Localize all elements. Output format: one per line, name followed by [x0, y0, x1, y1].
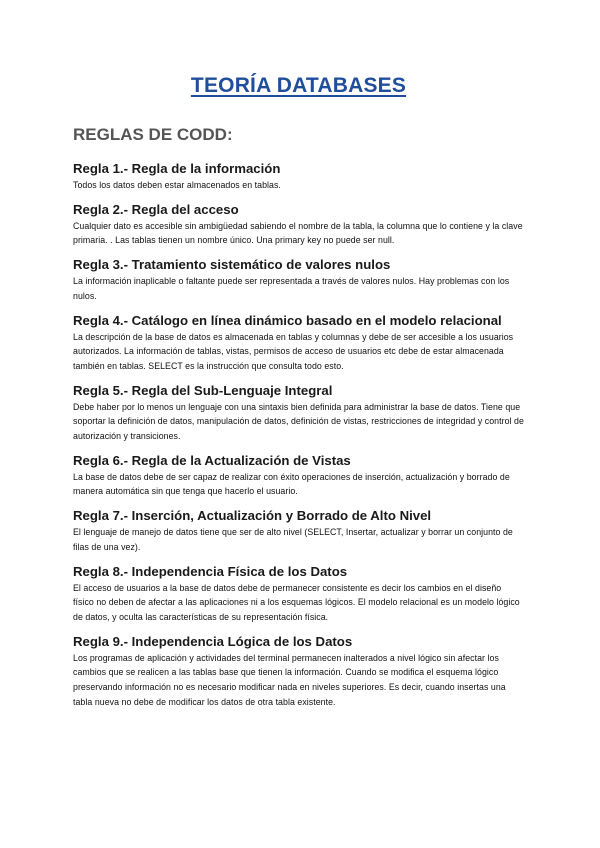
rule-title: Regla 3.- Tratamiento sistemático de valores nulos — [73, 257, 391, 273]
rule-1 — [73, 161, 524, 193]
rule-body: La base de datos debe de ser capaz de realizar con éxito operaciones de inserción, actualización y borrado de manera automática sin que tenga que hacerlo el usuario. — [73, 471, 510, 497]
rule-title: Regla 5.- Regla del Sub-Lenguaje Integral — [73, 382, 333, 398]
rule-8 — [73, 564, 524, 625]
rule-body: El acceso de usuarios a la base de datos debe de permanecer consistente es decir los cambios en el diseño físico no deben de afectar a las aplicaciones ni a los esquemas lógicos. El modelo relacional es un modelo lógico de datos, y oculta las características de su representación física. — [73, 582, 520, 622]
rule-4 — [73, 313, 524, 374]
rule-title: Regla 2.- Regla del acceso — [73, 201, 239, 217]
rule-body: El lenguaje de manejo de datos tiene que ser de alto nivel (SELECT, Insertar, actualizar y borrar un conjunto de filas de una vez). — [73, 527, 513, 552]
rule-title: Regla 4.- Catálogo en línea dinámico basado en el modelo relacional — [73, 312, 502, 328]
rule-2 — [73, 202, 524, 248]
rule-body: La información inaplicable o faltante puede ser representada a través de valores nulos. Hay problemas con los nulos. — [73, 276, 510, 301]
rule-title: Regla 1.- Regla de la información — [73, 161, 281, 176]
rule-body: Todos los datos deben estar almacenados en tablas. — [73, 180, 281, 190]
rule-title: Regla 8.- Independencia Física de los Datos — [73, 563, 348, 579]
document-title: TEORÍA DATABASES — [190, 74, 407, 97]
rule-body: Los programas de aplicación y actividades del terminal permanecen inalterados a nivel lógico sin afectar los cambios que se realicen a las tablas base que tienen la información. Cuando se modifica el esquema lógico preservando información no es necesario modificar nada en niveles superiores. Es decir, cuando insertas una tabla nueva no debe de modificar los datos de otra tabla existente. — [73, 652, 506, 707]
rule-6 — [73, 453, 524, 499]
rule-body: La descripción de la base de datos es almacenada en tablas y columnas y debe de ser accesible a los usuarios autorizados. La información de tablas, vistas, permisos de acceso de usuarios etc debe de estar almacenada también en tablas. SELECT es la instrucción que consulta todo esto. — [73, 331, 514, 371]
rule-7 — [73, 508, 524, 554]
rule-title: Regla 9.- Independencia Lógica de los Datos — [73, 633, 353, 649]
section-heading: REGLAS DE CODD: — [73, 125, 233, 144]
rule-body: Debe haber por lo menos un lenguaje con una sintaxis bien definida para administrar la base de datos. Tiene que soportar la definición de datos, manipulación de datos, definición de vistas, restricciones de integridad y control de autorización y transiciones. — [73, 401, 524, 442]
rule-title: Regla 7.- Inserción, Actualización y Borrado de Alto Nivel — [73, 508, 432, 524]
rule-body: Cualquier dato es accesible sin ambigüedad sabiendo el nombre de la tabla, la columna que lo contiene y la clave primaria. . Las tablas tienen un nombre único. Una primary key no puede ser null. — [73, 220, 523, 246]
rule-3 — [73, 257, 524, 303]
rule-title: Regla 6.- Regla de la Actualización de Vistas — [73, 452, 351, 468]
rule-5 — [73, 383, 524, 444]
rule-9 — [73, 634, 524, 710]
